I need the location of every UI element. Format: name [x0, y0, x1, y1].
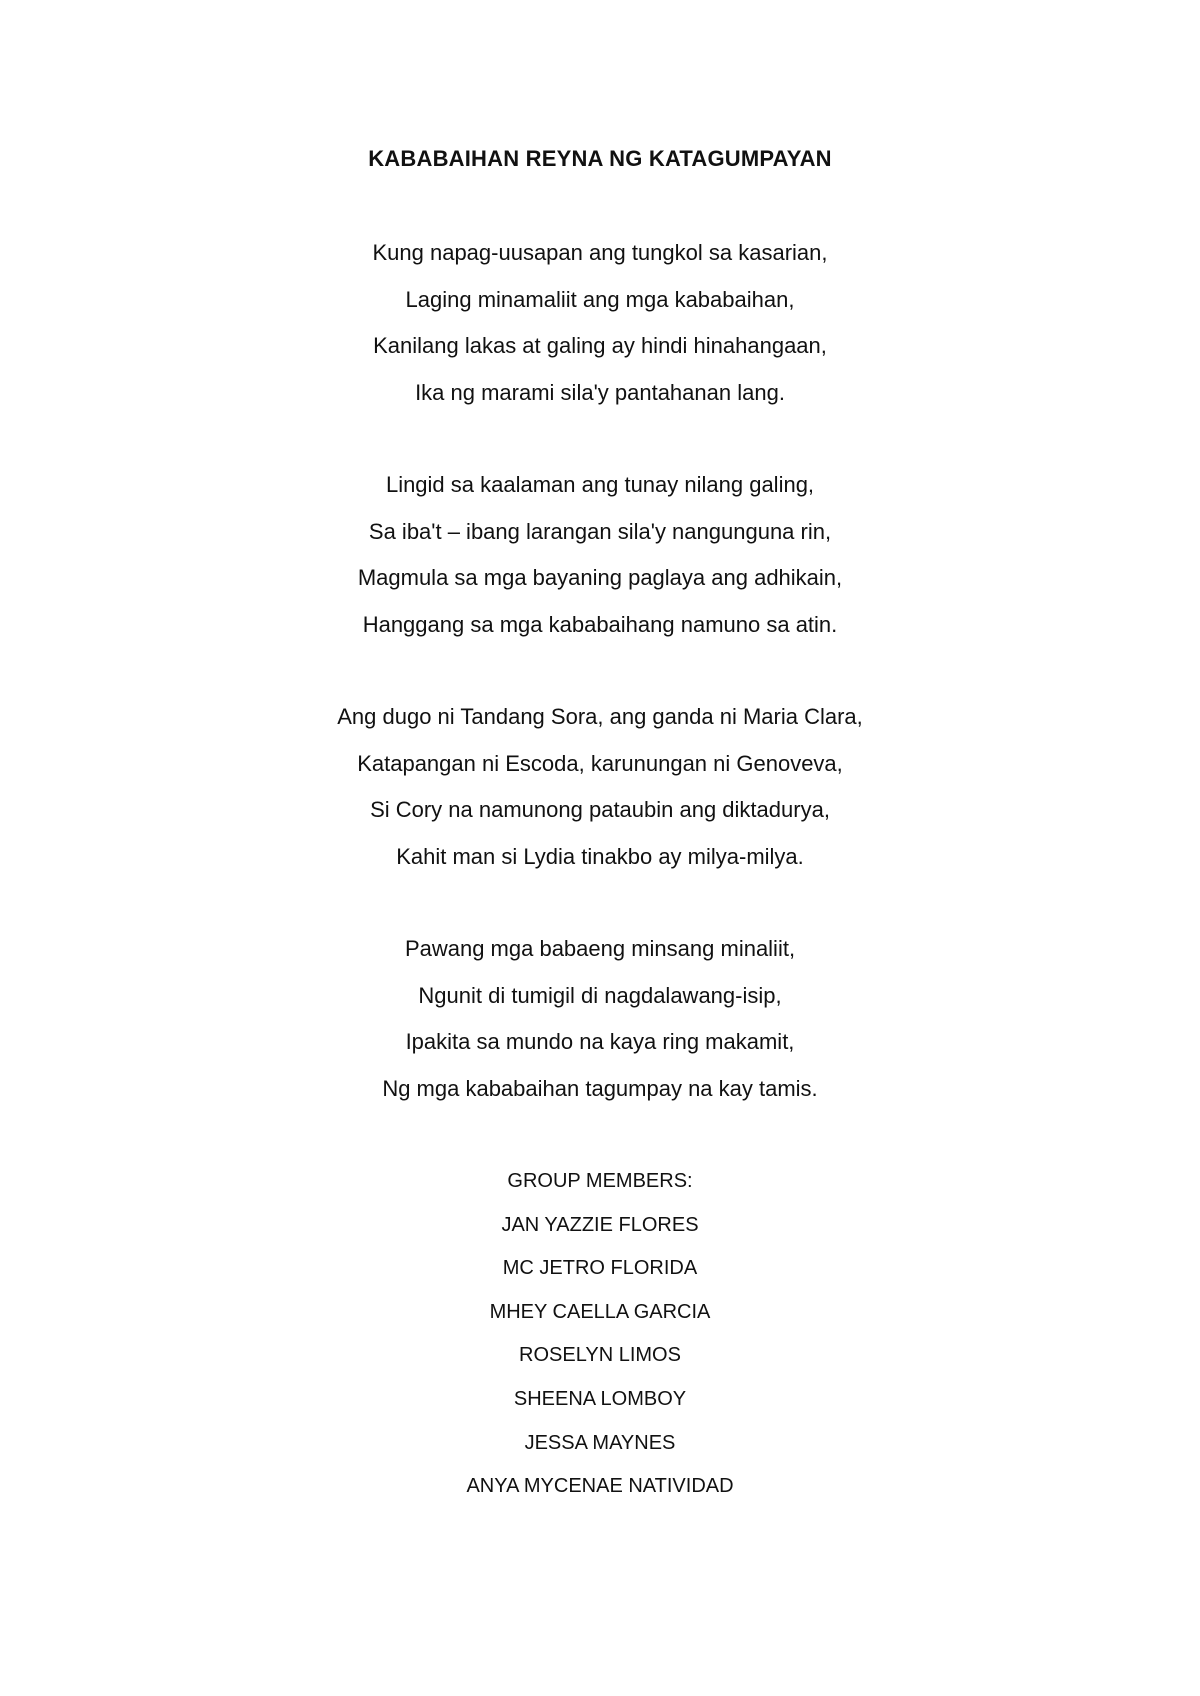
poem-line: Laging minamaliit ang mga kababaihan,	[405, 286, 795, 312]
group-members-list	[0, 1160, 1200, 1509]
poem-line: Pawang mga babaeng minsang minaliit,	[404, 936, 796, 961]
poem-line: Ipakita sa mundo na kaya ring makamit,	[405, 1029, 795, 1054]
poem-line: Ng mga kababaihan tagumpay na kay tamis.	[382, 1075, 818, 1101]
member-name: ROSELYN LIMOS	[519, 1344, 681, 1367]
poem-line: Magmula sa mga bayaning paglaya ang adhikain,	[357, 565, 843, 590]
poem-line: Lingid sa kaalaman ang tunay nilang galing,	[385, 472, 815, 497]
stanza-3	[0, 694, 1200, 880]
poem-line: Ngunit di tumigil di nagdalawang-isip,	[418, 982, 782, 1008]
poem-line: Hanggang sa mga kababaihang namuno sa atin.	[362, 611, 838, 637]
poem-line: Si Cory na namunong pataubin ang diktadurya,	[370, 797, 830, 822]
member-name: SHEENA LOMBOY	[513, 1387, 687, 1410]
poem-line: Kung napag-uusapan ang tungkol sa kasarian,	[372, 240, 828, 265]
poem-title: KABABAIHAN REYNA NG KATAGUMPAYAN	[368, 146, 832, 171]
poem-line: Kahit man si Lydia tinakbo ay milya-milya.	[396, 843, 804, 869]
poem-line: Ika ng marami sila'y pantahanan lang.	[415, 379, 785, 405]
poem-line: Ang dugo ni Tandang Sora, ang ganda ni Maria Clara,	[337, 704, 863, 729]
member-name: JESSA MAYNES	[524, 1431, 676, 1454]
member-name: MHEY CAELLA GARCIA	[489, 1300, 711, 1323]
group-members-heading: GROUP MEMBERS:	[507, 1170, 693, 1192]
poem-line: Katapangan ni Escoda, karunungan ni Genoveva,	[357, 750, 843, 776]
member-name: MC JETRO FLORIDA	[502, 1257, 698, 1280]
stanza-4	[0, 926, 1200, 1112]
poem-line: Kanilang lakas at galing ay hindi hinahangaan,	[373, 333, 827, 358]
stanza-2	[0, 462, 1200, 648]
member-name: ANYA MYCENAE NATIVIDAD	[466, 1475, 734, 1498]
member-name: JAN YAZZIE FLORES	[501, 1213, 699, 1236]
stanza-1	[0, 230, 1200, 416]
poem-line: Sa iba't – ibang larangan sila'y nangunguna rin,	[368, 518, 832, 544]
